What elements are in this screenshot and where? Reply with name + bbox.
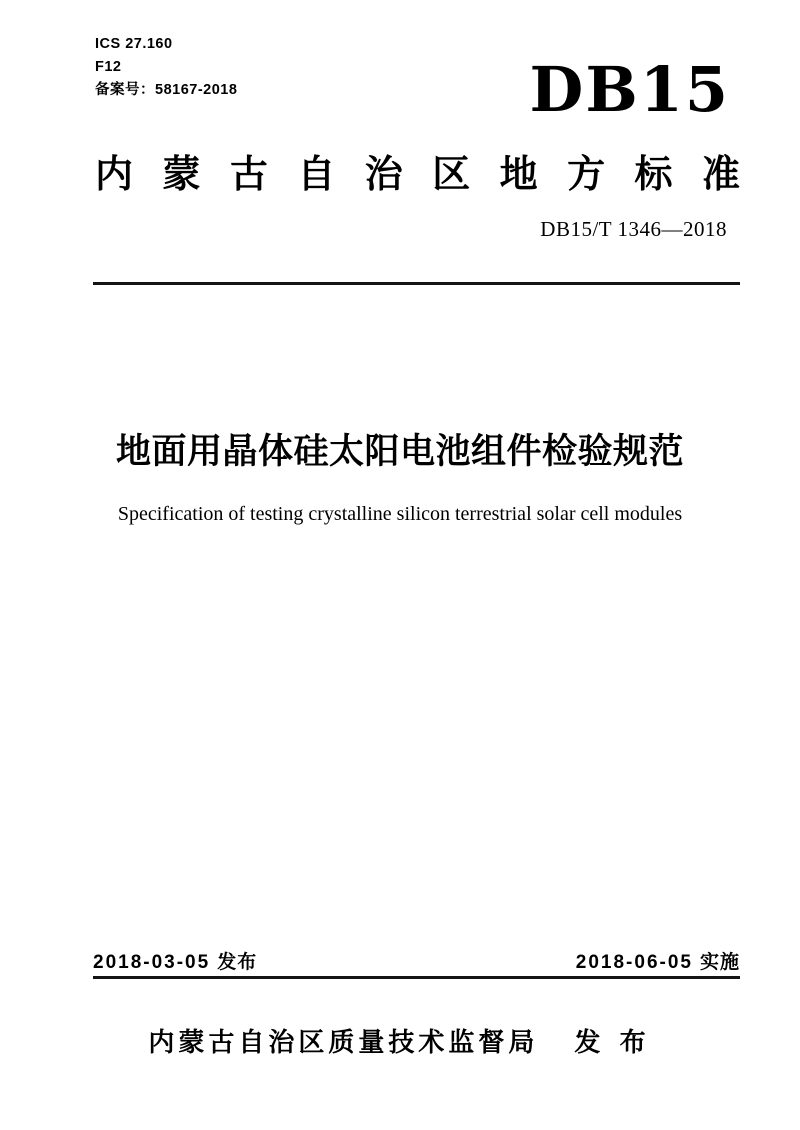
implementation-date-value: 2018-06-05 <box>575 952 693 973</box>
publisher-line <box>0 1027 800 1058</box>
ics-block <box>95 33 237 102</box>
ics-code: ICS 27.160 <box>95 36 173 52</box>
standard-type-char: 区 <box>432 154 471 196</box>
standard-type-char: 古 <box>229 154 268 196</box>
footer-divider <box>93 976 740 979</box>
db15-logo: DB15 <box>529 53 730 126</box>
issue-date-value: 2018-03-05 <box>93 952 211 973</box>
standard-type-char: 治 <box>364 154 403 196</box>
issue-date <box>93 951 257 974</box>
record-number: 备案号：58167-2018 <box>95 82 238 98</box>
classification-code: F12 <box>95 59 122 75</box>
implementation-date <box>576 951 740 974</box>
standard-type-char: 蒙 <box>162 154 201 196</box>
standard-type-char: 内 <box>95 154 134 196</box>
standard-type-char: 准 <box>701 154 740 196</box>
release-label: 发 布 <box>574 1027 652 1057</box>
standard-type-char: 自 <box>297 154 336 196</box>
header-divider <box>93 282 740 285</box>
standard-type-char: 标 <box>634 154 673 196</box>
standard-type-char: 地 <box>499 154 538 196</box>
standard-type-char: 方 <box>567 154 606 196</box>
publisher-name: 内蒙古自治区质量技术监督局 <box>148 1027 539 1057</box>
standard-number: DB15/T 1346—2018 <box>540 217 727 241</box>
standard-type-title <box>95 155 740 197</box>
date-row <box>93 951 740 974</box>
issue-date-label: 发布 <box>217 952 258 973</box>
implementation-date-label: 实施 <box>699 952 740 973</box>
document-title-en: Specification of testing crystalline silicon terrestrial solar cell modules <box>117 503 683 525</box>
document-title-cn: 地面用晶体硅太阳电池组件检验规范 <box>115 432 684 471</box>
